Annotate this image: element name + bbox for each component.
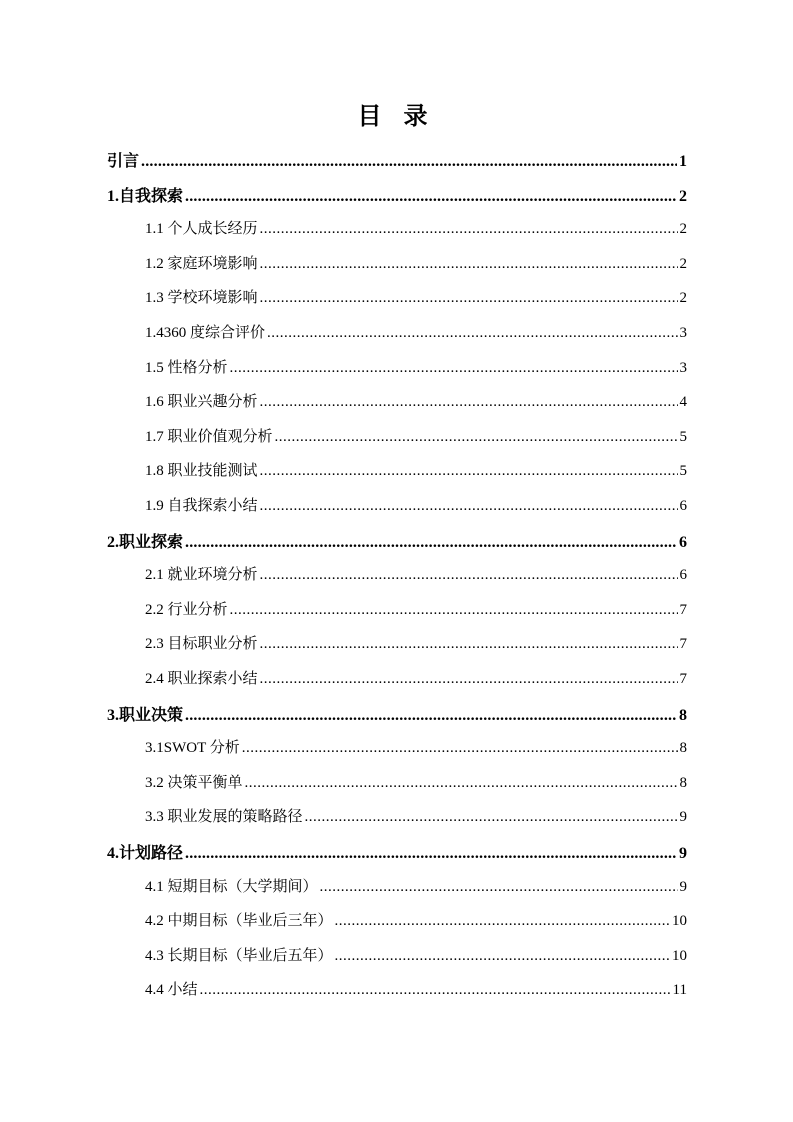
toc-leader-dots — [335, 913, 670, 930]
toc-page-number: 8 — [679, 774, 687, 791]
toc-entry-label: 4.3 长期目标（毕业后五年） — [145, 947, 333, 964]
toc-section-entry[interactable] — [145, 978, 687, 999]
toc-entry-label: 4.1 短期目标（大学期间） — [145, 878, 318, 895]
toc-page-number: 5 — [679, 428, 687, 445]
toc-entry-label: 1.5 性格分析 — [145, 359, 228, 376]
toc-leader-dots — [260, 221, 678, 238]
toc-entry-label: 1.6 职业兴趣分析 — [145, 394, 258, 411]
toc-entry-label: 2.4 职业探索小结 — [145, 671, 258, 687]
toc-section-entry[interactable] — [145, 632, 687, 653]
toc-entry-label: 2.职业探索 — [107, 533, 184, 551]
toc-page-number: 6 — [679, 533, 687, 551]
toc-page-number: 7 — [679, 671, 687, 687]
toc-page-number: 2 — [679, 290, 687, 307]
toc-leader-dots — [260, 394, 678, 411]
toc-section-entry[interactable] — [145, 286, 687, 307]
toc-entry-label: 2.2 行业分析 — [145, 601, 228, 618]
toc-leader-dots — [230, 602, 678, 619]
toc-entry-label: 4.2 中期目标（毕业后三年） — [145, 913, 333, 930]
toc-section-entry[interactable] — [145, 459, 687, 480]
toc-leader-dots — [260, 636, 678, 653]
toc-page-number: 9 — [679, 878, 687, 895]
toc-section-entry[interactable] — [145, 252, 687, 273]
toc-section-entry[interactable] — [145, 909, 687, 930]
toc-page-number: 11 — [672, 982, 687, 999]
toc-page-number: 8 — [679, 740, 687, 757]
toc-leader-dots — [185, 845, 677, 863]
toc-section-entry[interactable] — [145, 805, 687, 826]
toc-section-entry[interactable] — [145, 390, 687, 411]
toc-leader-dots — [230, 360, 678, 377]
toc-leader-dots — [245, 775, 678, 792]
toc-section-entry[interactable] — [145, 217, 687, 238]
toc-entry-label: 3.2 决策平衡单 — [145, 774, 243, 791]
toc-entry-label: 1.7 职业价值观分析 — [145, 428, 273, 445]
toc-chapter-entry[interactable] — [107, 148, 687, 171]
toc-section-entry[interactable] — [145, 356, 687, 377]
toc-leader-dots — [200, 982, 671, 999]
toc-chapter-entry[interactable] — [107, 529, 687, 552]
toc-entry-label: 4.4 小结 — [145, 982, 198, 999]
toc-section-entry[interactable] — [145, 771, 687, 792]
toc-section-entry[interactable] — [145, 598, 687, 619]
toc-page-number: 3 — [679, 359, 687, 376]
toc-leader-dots — [260, 290, 678, 307]
toc-page-number: 2 — [679, 221, 687, 238]
toc-section-entry[interactable] — [145, 667, 687, 688]
toc-leader-dots — [185, 707, 677, 725]
toc-section-entry[interactable] — [145, 563, 687, 584]
toc-leader-dots — [260, 567, 678, 584]
toc-entry-label: 2.3 目标职业分析 — [145, 636, 258, 653]
toc-title: 目 录 — [357, 104, 436, 130]
toc-page-number: 5 — [679, 463, 687, 480]
toc-section-entry[interactable] — [145, 321, 687, 342]
toc-entry-label: 1.1 个人成长经历 — [145, 221, 258, 238]
toc-section-entry[interactable] — [145, 494, 687, 515]
toc-leader-dots — [260, 256, 678, 273]
toc-entry-label: 3.职业决策 — [107, 706, 184, 724]
toc-page-number: 7 — [679, 636, 687, 653]
toc-page-number: 9 — [679, 845, 687, 862]
toc-entry-label: 3.1SWOT 分析 — [145, 740, 240, 757]
toc-page-number: 1 — [679, 153, 687, 170]
toc-page-number: 7 — [679, 601, 687, 618]
toc-entry-label: 1.4360 度综合评价 — [145, 325, 266, 341]
toc-entry-label: 1.2 家庭环境影响 — [145, 255, 258, 272]
toc-page-number: 8 — [679, 706, 687, 724]
toc-page-number: 9 — [679, 809, 687, 826]
toc-section-entry[interactable] — [145, 944, 687, 965]
toc-leader-dots — [267, 325, 677, 342]
toc-chapter-entry[interactable] — [107, 702, 687, 725]
toc-entry-label: 1.自我探索 — [107, 187, 184, 205]
toc-entry-label: 引言 — [107, 153, 140, 170]
toc-entry-label: 3.3 职业发展的策略路径 — [145, 809, 303, 826]
toc-entry-label: 2.1 就业环境分析 — [145, 567, 258, 584]
toc-page-number: 3 — [679, 325, 687, 341]
toc-chapter-entry[interactable] — [107, 840, 687, 863]
toc-chapter-entry[interactable] — [107, 183, 687, 206]
toc-leader-dots — [305, 809, 678, 826]
toc-section-entry[interactable] — [145, 875, 687, 896]
toc-page-number: 10 — [672, 947, 687, 964]
toc-leader-dots — [260, 463, 678, 480]
toc-leader-dots — [141, 153, 677, 171]
toc-leader-dots — [185, 534, 677, 552]
toc-page-number: 2 — [679, 255, 687, 272]
toc-page-number: 10 — [672, 913, 687, 930]
toc-leader-dots — [260, 671, 678, 688]
toc-page-number: 6 — [679, 498, 687, 514]
toc-section-entry[interactable] — [145, 736, 687, 757]
toc-entry-label: 1.3 学校环境影响 — [145, 290, 258, 307]
toc-leader-dots — [260, 498, 678, 515]
toc-page-number: 4 — [679, 394, 687, 411]
toc-page-number: 6 — [679, 567, 687, 584]
toc-entry-label: 1.9 自我探索小结 — [145, 498, 258, 514]
toc-entry-label: 4.计划路径 — [107, 845, 184, 862]
toc-entry-label: 1.8 职业技能测试 — [145, 463, 258, 480]
toc-leader-dots — [335, 948, 670, 965]
toc-leader-dots — [185, 188, 677, 206]
toc-leader-dots — [320, 879, 678, 896]
toc-leader-dots — [242, 740, 678, 757]
toc-page-number: 2 — [679, 187, 687, 205]
toc-section-entry[interactable] — [145, 425, 687, 446]
toc-leader-dots — [275, 429, 678, 446]
